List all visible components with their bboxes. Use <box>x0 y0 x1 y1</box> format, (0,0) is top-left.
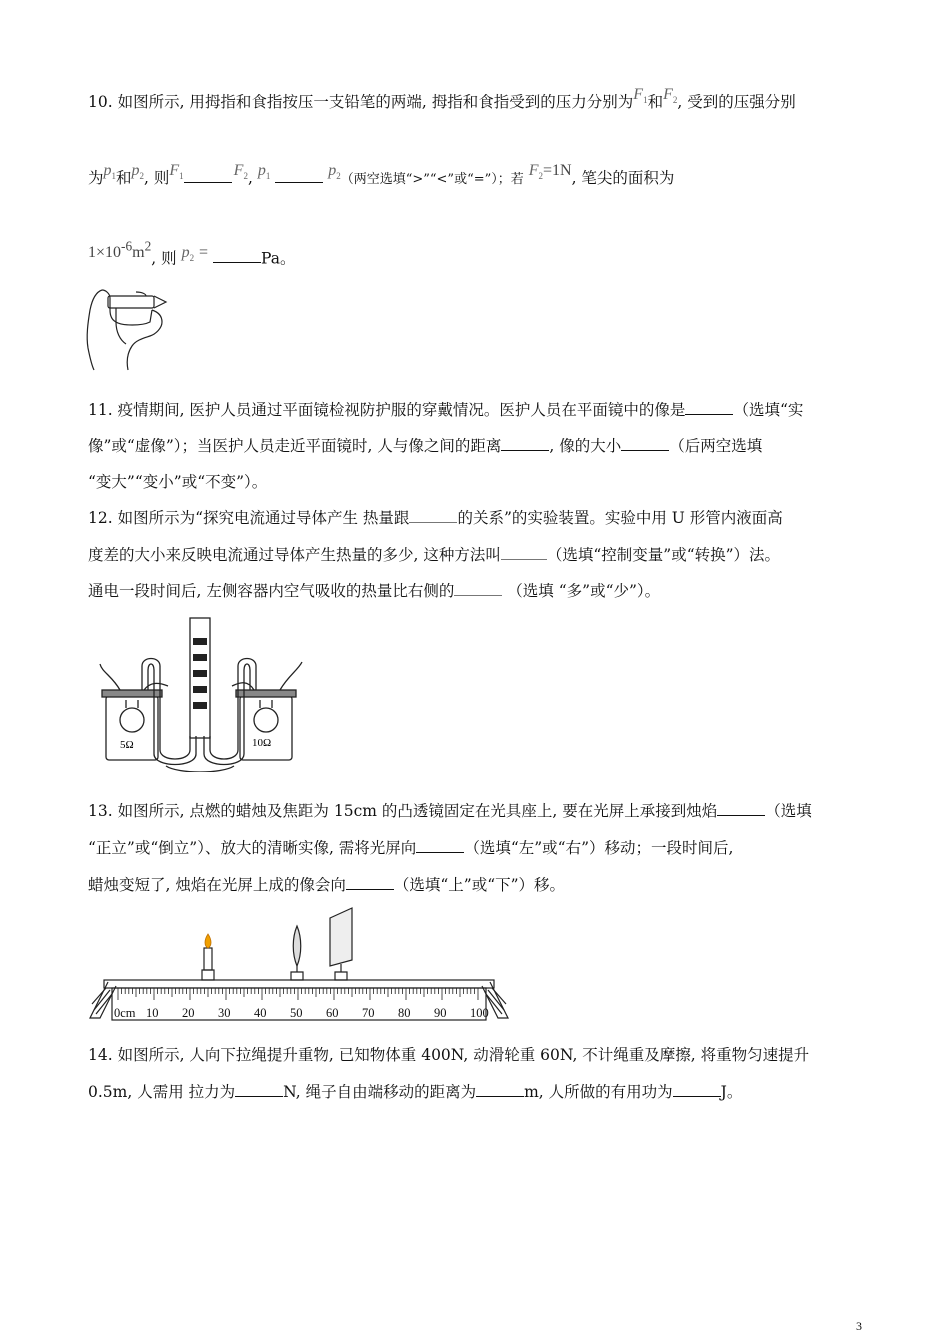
q12-blank-2[interactable] <box>501 545 547 560</box>
left-bulb <box>120 708 144 732</box>
q13-blank-3[interactable] <box>346 875 394 890</box>
q10-p2: $p_2$ <box>131 162 145 182</box>
ruler-label: 70 <box>362 1006 375 1020</box>
q11-line1: 11. 疫情期间, 医护人员通过平面镜检视防护服的穿戴情况。医护人员在平面镜中的像是 （选填“实 <box>88 401 804 419</box>
q11-blank-3[interactable] <box>621 436 669 451</box>
q14-blank-2[interactable] <box>476 1082 524 1097</box>
light-screen <box>330 908 352 966</box>
candle-flame <box>205 934 211 948</box>
ruler-label: 40 <box>254 1006 267 1020</box>
q13-blank-2[interactable] <box>416 838 464 853</box>
u-tube-scale <box>190 618 210 738</box>
finger-top <box>136 292 146 296</box>
ruler-label: 60 <box>326 1006 339 1020</box>
q10-area: $1\times 10^{-6}m^2$ <box>88 239 152 262</box>
q10-F1-b: $F_1$ <box>169 162 184 182</box>
q10-line1: 10. 如图所示, 用拇指和食指按压一支铅笔的两端, 拇指和食指受到的压力分别为$F_1$和$F_2$, 受到的压强分别 <box>88 86 796 111</box>
q11-blank-1[interactable] <box>685 400 733 415</box>
q10-F2-b: $F_2$ <box>233 162 248 182</box>
q12-u-tube-figure <box>98 616 308 772</box>
q11-line3: “变大”“变小”或“不变”）。 <box>88 473 268 491</box>
candle <box>204 948 212 970</box>
thumb-outline <box>87 290 102 370</box>
q12-blank-1[interactable] <box>409 508 457 523</box>
q13-blank-1[interactable] <box>717 801 765 816</box>
right-bulb <box>254 708 278 732</box>
ruler-label: 20 <box>182 1006 195 1020</box>
screen-holder <box>335 964 347 980</box>
q10-blank-2[interactable] <box>275 168 323 183</box>
q10-F1: $F_1$ <box>633 86 648 106</box>
q13-line3: 蜡烛变短了, 烛焰在光屏上成的像会向 （选填“上”或“下”）移。 <box>88 876 566 894</box>
q12-line2: 度差的大小来反映电流通过导体产生热量的多少, 这种方法叫 （选填“控制变量”或“转换”）法。 <box>88 546 781 564</box>
lens-holder <box>291 966 303 980</box>
q12-blank-3[interactable] <box>454 581 502 596</box>
q14-blank-1[interactable] <box>235 1082 283 1097</box>
q10-p1-b: $p_1$ <box>257 162 271 182</box>
left-resistance-label: 5Ω <box>120 739 134 751</box>
pencil-body <box>108 296 154 308</box>
page-number: 3 <box>856 1319 862 1333</box>
ruler-label: 30 <box>218 1006 231 1020</box>
ruler-label: 80 <box>398 1006 411 1020</box>
left-lid <box>102 690 162 697</box>
ruler-label: 100 <box>470 1006 489 1020</box>
candle-holder <box>202 970 214 980</box>
q14-line1: 14. 如图所示, 人向下拉绳提升重物, 已知物体重 400N, 动滑轮重 60N, 不计绳重及摩擦, 将重物匀速提升 <box>88 1046 810 1064</box>
q11-line2: 像”或“虚像”）；当医护人员走近平面镜时, 人与像之间的距离 , 像的大小 （后两空选填 <box>88 437 763 455</box>
pencil-tip <box>154 296 166 308</box>
q10-text: 10. 如图所示, 用拇指和食指按压一支铅笔的两端, 拇指和食指受到的压力分别为 <box>88 93 634 111</box>
fingers <box>116 308 152 325</box>
ruler-label: 50 <box>290 1006 303 1020</box>
q10-p1: $p_1$ <box>103 162 117 182</box>
ruler-label: 0cm <box>114 1006 136 1020</box>
q10-hand-pencil-figure <box>86 288 178 372</box>
ruler-label: 90 <box>434 1006 447 1020</box>
q11-blank-2[interactable] <box>501 436 549 451</box>
q10-blank-1[interactable] <box>184 168 232 183</box>
q10-line3: $1\times 10^{-6}m^2$, 则 $p_2 = Pa$。 <box>88 239 296 268</box>
q10-F2-c: $F_2$ <box>528 162 543 182</box>
q10-F2: $F_2$ <box>663 86 678 106</box>
q10-blank-3[interactable] <box>213 248 261 263</box>
q13-optical-bench-figure <box>86 904 514 1024</box>
thumb-tip <box>102 290 116 322</box>
index-finger <box>127 310 162 370</box>
q10-p2-b: $p_2$ <box>328 162 341 182</box>
q13-line2: “正立”或“倒立”）、放大的清晰实像, 需将光屏向 （选填“左”或“右”）移动；一段时间后, <box>88 839 734 857</box>
palm <box>116 322 126 344</box>
q12-line3: 通电一段时间后, 左侧容器内空气吸收的热量比右侧的 （选填 “多”或“少”）。 <box>88 582 661 600</box>
q13-line1: 13. 如图所示, 点燃的蜡烛及焦距为 15cm 的凸透镜固定在光具座上, 要在光屏上承接到烛焰 （选填 <box>88 802 812 820</box>
convex-lens <box>293 926 301 966</box>
right-container <box>240 696 292 760</box>
q14-line2: 0.5m, 人需用 拉力为 N, 绳子自由端移动的距离为 m, 人所做的有用功为 J。 <box>88 1083 743 1101</box>
q14-blank-3[interactable] <box>673 1082 721 1097</box>
right-lid <box>236 690 296 697</box>
q10-line2: 为$p_1$和$p_2$, 则$F_1$ $F_2$, $p_1$ $p_2$（两空选填“>”“<”或“=”）；若 $F_2=1N$, 笔尖的面积为 <box>88 162 675 187</box>
q12-line1: 12. 如图所示为“探究电流通过导体产生 热量跟 的关系”的实验装置。实验中用 U 形管内液面高 <box>88 509 783 527</box>
ruler-label: 10 <box>146 1006 159 1020</box>
bench-rail <box>104 980 494 988</box>
q10-p2-c: $p_2$ <box>181 244 195 264</box>
right-resistance-label: 10Ω <box>252 737 272 749</box>
